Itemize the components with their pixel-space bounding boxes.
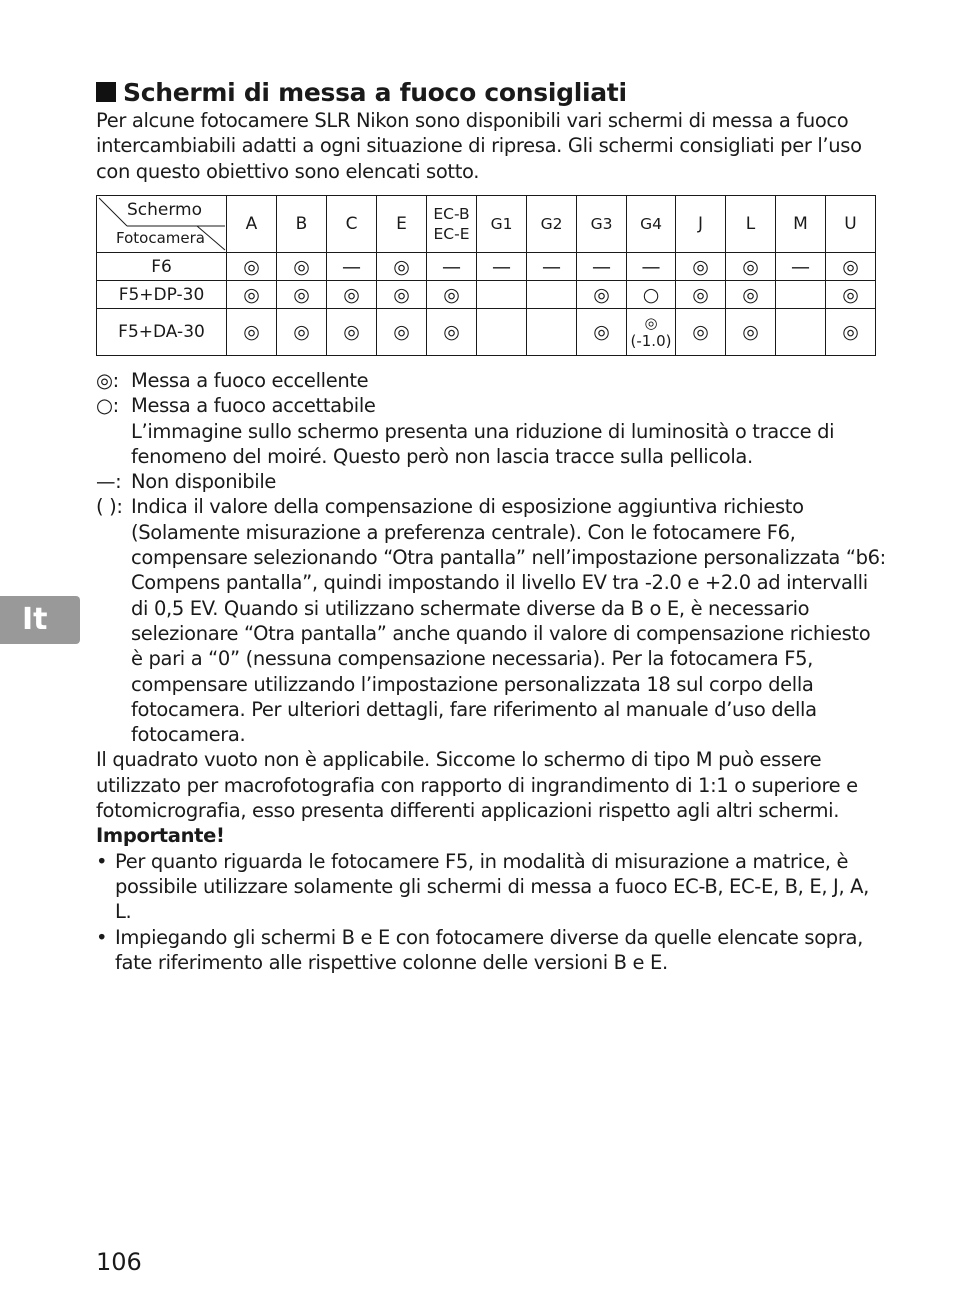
table-cell: ◎ xyxy=(227,309,277,356)
legend-symbol: ◎: xyxy=(96,369,119,392)
column-header: G2 xyxy=(527,196,577,253)
table-cell: ◎ xyxy=(227,253,277,281)
table-cell: ◎ xyxy=(277,309,327,356)
list-item xyxy=(96,925,886,976)
table-cell: ◎ xyxy=(227,281,277,309)
bullet-icon: • xyxy=(96,925,108,949)
important-label: Importante! xyxy=(96,824,225,848)
table-cell: ◎ xyxy=(427,309,477,356)
table-cell: — xyxy=(627,253,676,281)
column-header: M xyxy=(776,196,826,253)
table-cell: ◎ xyxy=(377,281,427,309)
legend-text: Messa a fuoco eccellente xyxy=(131,369,369,392)
table-cell-mark: ◎ xyxy=(644,314,658,332)
legend-symbol: ○: xyxy=(96,394,119,418)
list-item-text: Per quanto riguarda le fotocamere F5, in modalità di misurazione a matrice, è possibile utilizzare solamente gli schermi di messa a fuoco EC-B, EC-E, B, E, J, A, L. xyxy=(115,849,869,924)
camera-name: F5+DA-30 xyxy=(97,309,227,356)
legend-item-acceptable xyxy=(96,393,886,418)
legend-and-notes xyxy=(96,368,886,975)
table-cell: — xyxy=(577,253,627,281)
table-cell: ◎ xyxy=(826,281,876,309)
column-header: J xyxy=(676,196,726,253)
table-cell: ◎ xyxy=(826,309,876,356)
section-title: Schermi di messa a fuoco consigliati xyxy=(123,78,627,107)
legend-text: Indica il valore della compensazione di esposizione aggiuntiva richiesto (Solamente misurazione a preferenza centrale). Con le fotocamere F6, compensare selezionando “Otra pantalla” nell’impostazione personalizzata “b6: Compens pantalla”, quindi impostando il livello EV tra -2.0 e +2.0 ad intervalli di 0,5 EV. Quando si utilizzano schermate diverse da B o E, è necessario selezionare “Otra pantalla” anche quando il valore di compensazione richiesto è pari a “0” (nessuna compensazione necessaria). Per la fotocamera F5, compensare utilizzando l’impostazione personalizzata 18 sul corpo della fotocamera. Per ulteriori dettagli, fare riferimento al manuale d’uso della fotocamera. xyxy=(131,495,886,747)
column-header: C xyxy=(327,196,377,253)
column-header-line: EC-E xyxy=(433,225,470,243)
intro-paragraph: Per alcune fotocamere SLR Nikon sono disponibili vari schermi di messa a fuoco intercambiabili adatti a ogni situazione di ripresa. Gli schermi consigliati per l’uso con questo obiettivo sono elencati sotto. xyxy=(96,109,862,183)
table-cell xyxy=(627,309,676,356)
table-cell xyxy=(776,309,826,356)
bullet-icon: • xyxy=(96,849,108,873)
column-header-line: EC-B xyxy=(433,205,470,223)
square-bullet-icon xyxy=(96,82,116,102)
table-cell: ◎ xyxy=(277,253,327,281)
table-cell: ◎ xyxy=(577,281,627,309)
table-cell: — xyxy=(427,253,477,281)
table-cell: ◎ xyxy=(277,281,327,309)
legend-symbol: ( ): xyxy=(96,495,123,519)
list-item-text: Impiegando gli schermi B e E con fotocamere diverse da quelle elencate sopra, fate riferimento alle rispettive colonne delle versioni B e E. xyxy=(115,925,863,974)
table-cell xyxy=(477,309,527,356)
table-cell xyxy=(527,281,577,309)
legend-symbol: —: xyxy=(96,470,122,494)
table-cell: — xyxy=(327,253,377,281)
corner-label-screen: Schermo xyxy=(126,200,202,220)
list-item xyxy=(96,849,886,925)
legend-item-excellent xyxy=(96,368,886,393)
table-cell: ◎ xyxy=(427,281,477,309)
table-cell: ◎ xyxy=(726,281,776,309)
table-cell: ◎ xyxy=(676,281,726,309)
table-cell xyxy=(527,309,577,356)
legend-acceptable-note: L’immagine sullo schermo presenta una riduzione di luminosità o tracce di fenomeno del moiré. Questo però non lascia tracce sulla pellicola. xyxy=(131,419,835,468)
camera-name: F5+DP-30 xyxy=(97,281,227,309)
column-header: G4 xyxy=(627,196,676,253)
table-cell: ◎ xyxy=(377,253,427,281)
compensation-value: (-1.0) xyxy=(630,332,672,350)
focusing-screen-table xyxy=(96,195,876,356)
table-cell: ◎ xyxy=(327,281,377,309)
empty-square-note: Il quadrato vuoto non è applicabile. Siccome lo schermo di tipo M può essere utilizzato per macrofotografia con rapporto di ingrandimento di 1:1 o superiore e fotomicrografia, esso presenta differenti applicazioni rispetto agli altri schermi. xyxy=(96,748,858,823)
legend-text: Non disponibile xyxy=(131,470,277,494)
table-cell: ○ xyxy=(627,281,676,309)
table-cell xyxy=(776,281,826,309)
table-header-row xyxy=(97,196,876,253)
column-header: U xyxy=(826,196,876,253)
table-cell: — xyxy=(776,253,826,281)
section-heading xyxy=(96,76,627,110)
table-cell: ◎ xyxy=(327,309,377,356)
table-cell: ◎ xyxy=(826,253,876,281)
table-corner-cell xyxy=(97,196,227,253)
table-cell: ◎ xyxy=(676,253,726,281)
table-cell: ◎ xyxy=(676,309,726,356)
legend-item-parentheses xyxy=(96,494,886,747)
column-header: B xyxy=(277,196,327,253)
column-header: E xyxy=(377,196,427,253)
table-cell: — xyxy=(477,253,527,281)
table-row xyxy=(97,253,876,281)
table-cell: — xyxy=(527,253,577,281)
table-cell: ◎ xyxy=(726,309,776,356)
column-header: L xyxy=(726,196,776,253)
table-cell: ◎ xyxy=(577,309,627,356)
column-header: G1 xyxy=(477,196,527,253)
table-cell xyxy=(477,281,527,309)
table-cell: ◎ xyxy=(726,253,776,281)
language-tab: It xyxy=(0,596,80,644)
page-number: 106 xyxy=(96,1248,142,1276)
table-row xyxy=(97,309,876,356)
column-header: G3 xyxy=(577,196,627,253)
table-row xyxy=(97,281,876,309)
column-header: A xyxy=(227,196,277,253)
camera-name: F6 xyxy=(97,253,227,281)
corner-label-camera: Fotocamera xyxy=(116,229,205,247)
column-header xyxy=(427,196,477,253)
legend-text: Messa a fuoco accettabile xyxy=(131,394,376,418)
table-cell: ◎ xyxy=(377,309,427,356)
legend-item-not-available xyxy=(96,469,886,494)
